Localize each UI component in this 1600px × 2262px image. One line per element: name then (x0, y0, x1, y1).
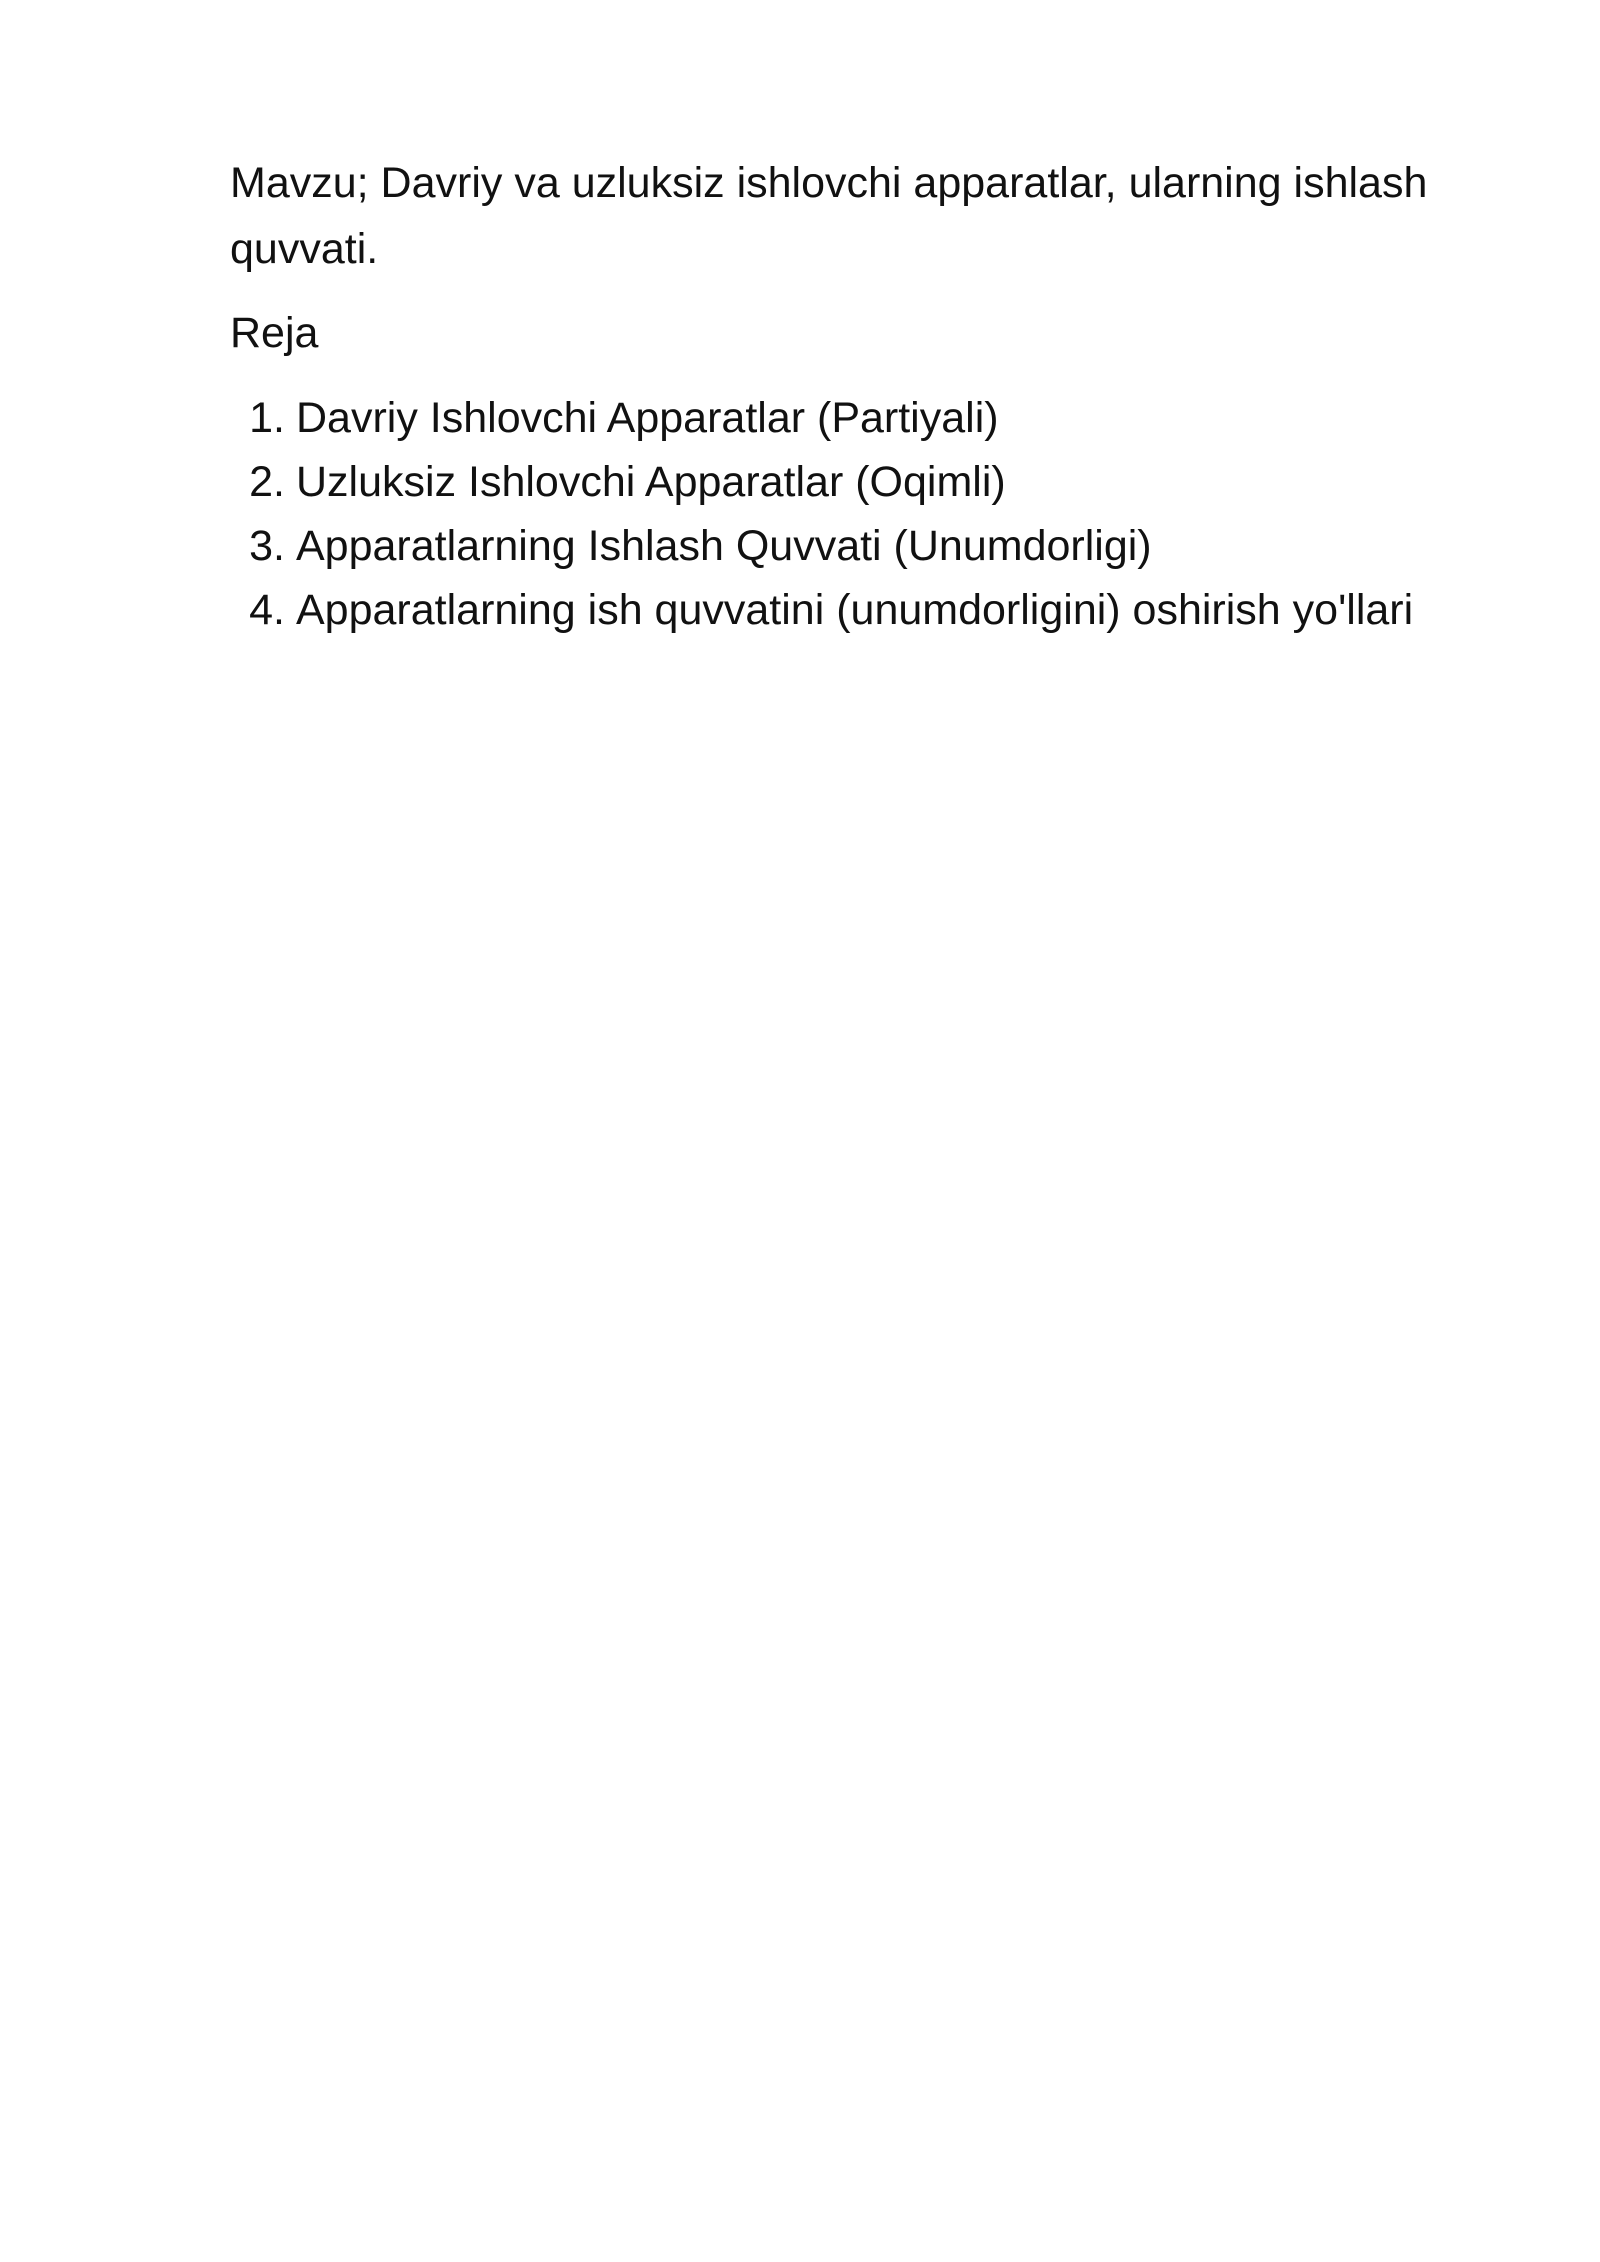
plan-item-number: 2. (249, 458, 285, 506)
plan-item-text: Uzluksiz Ishlovchi Apparatlar (Oqimli) (296, 458, 1006, 506)
plan-item-text: Apparatlarning ish quvvatini (unumdorligini) oshirish yo'llari (296, 586, 1414, 634)
document-body (230, 150, 1490, 642)
plan-item-number: 3. (249, 522, 285, 570)
plan-item (230, 450, 1490, 514)
plan-list (230, 386, 1490, 642)
plan-item-text: Apparatlarning Ishlash Quvvati (Unumdorligi) (296, 522, 1152, 570)
plan-heading: Reja (230, 309, 319, 357)
plan-item (230, 514, 1490, 578)
topic-paragraph: Mavzu; Davriy va uzluksiz ishlovchi apparatlar, ularning ishlash quvvati. (230, 159, 1428, 273)
plan-item-number: 4. (249, 586, 285, 634)
plan-item-text: Davriy Ishlovchi Apparatlar (Partiyali) (296, 394, 999, 442)
plan-item-number: 1. (249, 394, 285, 442)
plan-item (230, 386, 1490, 450)
plan-item (230, 578, 1490, 642)
